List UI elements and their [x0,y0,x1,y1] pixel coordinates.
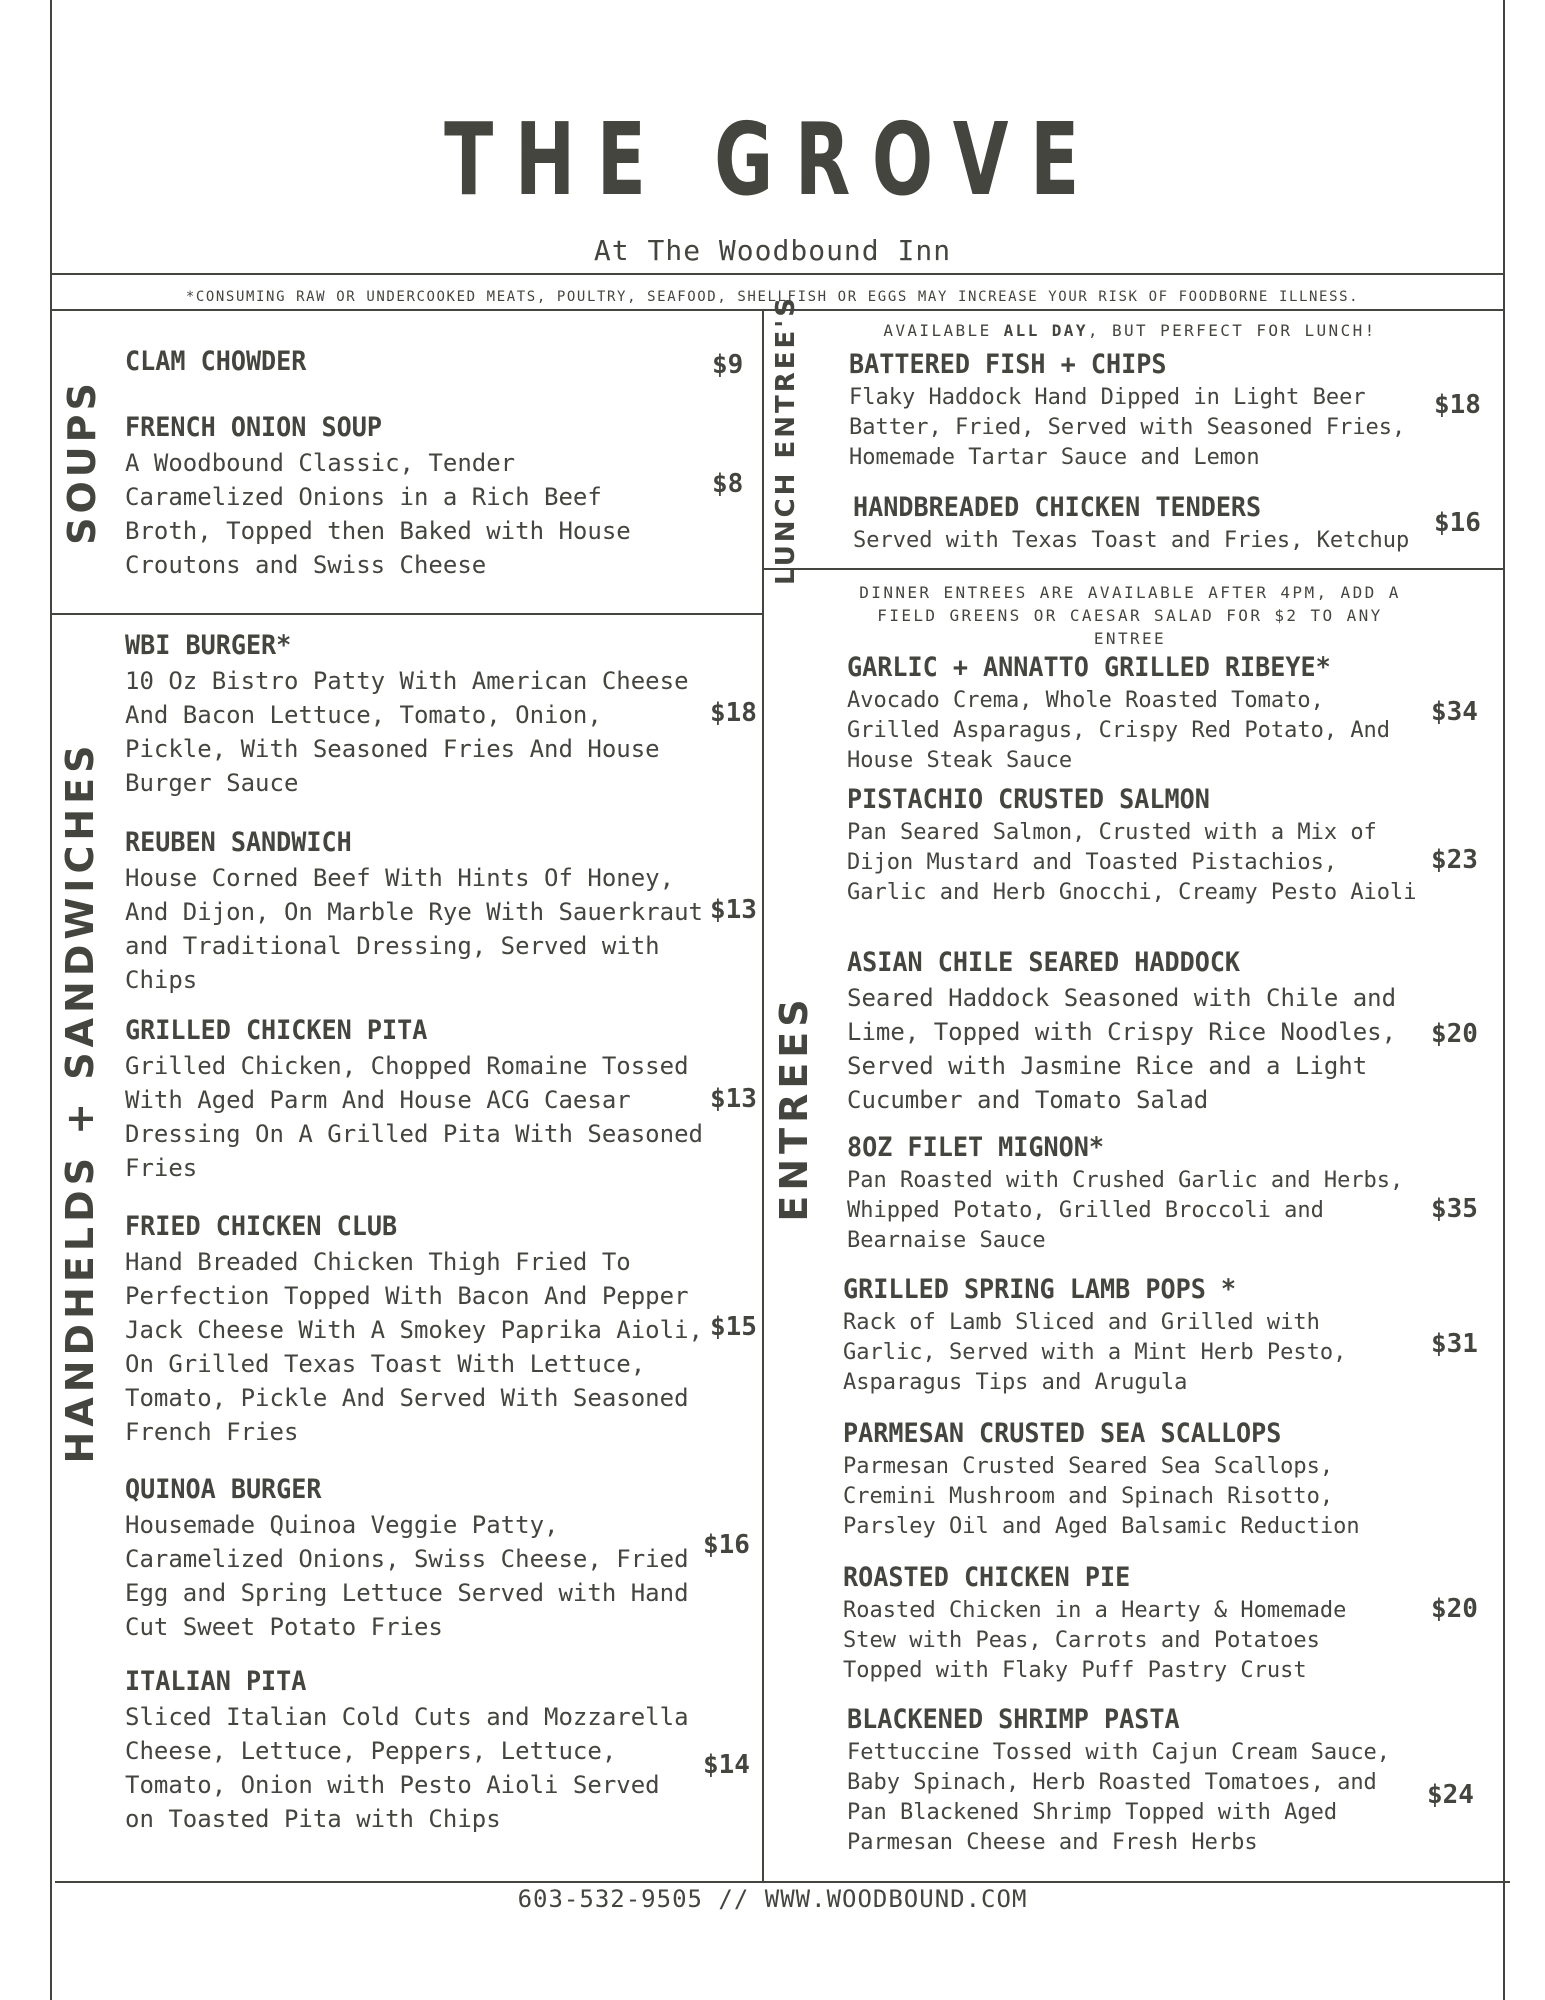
item-description: Hand Breaded Chicken Thigh Fried To Perfection Topped With Bacon And Pepper Jack Cheese With A Smokey Paprika Aioli, On Grilled Texas Toast With Lettuce, Tomato, Pickle And Served With Seasoned French Fries [125,1248,703,1446]
section-label-entrees: ENTREES [772,994,816,1222]
item-name: GARLIC + ANNATTO GRILLED RIBEYE* [847,652,1331,683]
item-name: WBI BURGER* [125,630,292,661]
item-name: 8OZ FILET MIGNON* [847,1132,1104,1163]
item-name: BLACKENED SHRIMP PASTA [847,1704,1180,1735]
item-name: GRILLED SPRING LAMB POPS * [843,1274,1237,1305]
item-name: CLAM CHOWDER [125,346,307,377]
menu-item [125,825,715,997]
menu-item [843,1416,1423,1542]
item-name: FRENCH ONION SOUP [125,412,382,443]
menu-item [847,1702,1427,1858]
item-description: Parmesan Crusted Seared Sea Scallops, Cremini Mushroom and Spinach Risotto, Parsley Oil and Aged Balsamic Reduction [843,1454,1360,1539]
item-price: $20 [1431,1019,1478,1049]
item-description: Roasted Chicken in a Hearty & Homemade Stew with Peas, Carrots and Potatoes Topped with Flaky Puff Pastry Crust [843,1598,1347,1683]
menu-item [125,1664,695,1836]
item-price: $18 [1434,390,1481,420]
item-description: Pan Roasted with Crushed Garlic and Herbs, Whipped Potato, Grilled Broccoli and Bearnaise Sauce [847,1168,1404,1253]
menu-item [843,1272,1403,1398]
item-description: Sliced Italian Cold Cuts and Mozzarella Cheese, Lettuce, Peppers, Lettuce, Tomato, Onion with Pesto Aioli Served on Toasted Pita with Chips [125,1703,689,1833]
note-text: , BUT PERFECT FOR LUNCH! [1087,321,1377,340]
divider-column [762,309,764,1881]
dinner-availability-note [850,581,1410,650]
divider-soups [50,613,763,615]
item-description: Housemade Quinoa Veggie Patty, Caramelized Onions, Swiss Cheese, Fried Egg and Spring Lettuce Served with Hand Cut Sweet Potato Fries [125,1511,689,1641]
item-price: $23 [1431,845,1478,875]
menu-item [125,344,705,380]
item-name: FRIED CHICKEN CLUB [125,1211,398,1242]
item-price: $16 [1434,508,1481,538]
item-name: HANDBREADED CHICKEN TENDERS [853,492,1262,523]
item-name: REUBEN SANDWICH [125,827,352,858]
item-name: QUINOA BURGER [125,1474,322,1505]
item-description: Flaky Haddock Hand Dipped in Light Beer Batter, Fried, Served with Seasoned Fries, Homemade Tartar Sauce and Lemon [849,385,1406,470]
item-name: ASIAN CHILE SEARED HADDOCK [847,947,1241,978]
menu-item [125,1209,715,1449]
note-emphasis: ALL DAY [1003,321,1088,340]
menu-item [125,1013,715,1185]
item-description: Seared Haddock Seasoned with Chile and Lime, Topped with Crispy Rice Noodles, Served with Jasmine Rice and a Light Cucumber and Tomato Salad [847,984,1397,1114]
page-title: THE GROVE [444,101,1101,218]
food-safety-warning: *CONSUMING RAW OR UNDERCOOKED MEATS, POULTRY, SEAFOOD, SHELLFISH OR EGGS MAY INCREASE YOUR RISK OF FOODBORNE ILLNESS. [185,289,1360,305]
item-price: $18 [710,698,757,728]
menu-item [125,410,645,582]
page-subtitle: At The Woodbound Inn [593,234,952,267]
section-label-handhelds: HANDHELDS + SANDWICHES [58,740,102,1464]
item-price: $13 [710,895,757,925]
item-description: Fettuccine Tossed with Cajun Cream Sauce, Baby Spinach, Herb Roasted Tomatoes, and Pan Blackened Shrimp Topped with Aged Parmesan Cheese and Fresh Herbs [847,1740,1391,1855]
item-description: 10 Oz Bistro Patty With American Cheese And Bacon Lettuce, Tomato, Onion, Pickle, With Seasoned Fries And House Burger Sauce [125,667,689,797]
item-price: $24 [1427,1780,1474,1810]
menu-item [847,650,1427,776]
menu-item [843,1560,1403,1686]
menu-item [853,490,1433,556]
item-price: $31 [1431,1329,1478,1359]
item-description: Pan Seared Salmon, Crusted with a Mix of Dijon Mustard and Toasted Pistachios, Garlic and Herb Gnocchi, Creamy Pesto Aioli [847,820,1417,905]
divider-footer [55,1881,1510,1883]
section-label-lunch: LUNCH ENTREE'S [771,295,801,585]
item-price: $13 [710,1084,757,1114]
item-price: $15 [710,1312,757,1342]
item-description: Rack of Lamb Sliced and Grilled with Garlic, Served with a Mint Herb Pesto, Asparagus Tips and Arugula [843,1310,1347,1395]
item-name: ROASTED CHICKEN PIE [843,1562,1131,1593]
item-name: GRILLED CHICKEN PITA [125,1015,428,1046]
footer-contact: 603-532-9505 // WWW.WOODBOUND.COM [517,1885,1028,1913]
item-price: $20 [1431,1594,1478,1624]
item-description: House Corned Beef With Hints Of Honey, And Dijon, On Marble Rye With Sauerkraut and Traditional Dressing, Served with Chips [125,864,703,994]
item-price: $8 [712,469,744,499]
menu-item [847,945,1427,1117]
item-description: A Woodbound Classic, Tender Caramelized Onions in a Rich Beef Broth, Topped then Baked with House Croutons and Swiss Cheese [125,449,631,579]
item-price: $9 [712,350,744,380]
item-name: PARMESAN CRUSTED SEA SCALLOPS [843,1418,1282,1449]
item-price: $14 [703,1750,750,1780]
item-name: ITALIAN PITA [125,1666,307,1697]
lunch-availability-note [820,319,1440,342]
item-description: Avocado Crema, Whole Roasted Tomato, Grilled Asparagus, Crispy Red Potato, And House Steak Sauce [847,688,1391,773]
note-text: AVAILABLE [883,321,1004,340]
item-name: PISTACHIO CRUSTED SALMON [847,784,1210,815]
menu-item [125,1472,705,1644]
page-border-right [1503,0,1505,2000]
item-description: Grilled Chicken, Chopped Romaine Tossed With Aged Parm And House ACG Caesar Dressing On A Grilled Pita With Seasoned Fries [125,1052,703,1182]
item-name: BATTERED FISH + CHIPS [849,349,1167,380]
item-description: Served with Texas Toast and Fries, Ketchup [853,528,1410,553]
menu-item [849,347,1409,473]
menu-item [847,1130,1407,1256]
divider-header [50,273,1505,275]
item-price: $35 [1431,1194,1478,1224]
section-label-soups: SOUPS [60,379,104,545]
divider-lunch [762,568,1505,570]
item-price: $16 [703,1530,750,1560]
item-price: $34 [1431,697,1478,727]
menu-item [847,782,1417,908]
menu-item [125,628,705,800]
note-text: DINNER ENTREES ARE AVAILABLE AFTER 4PM, ADD A FIELD GREENS OR CAESAR SALAD FOR $2 TO ANY ENTREE [859,583,1401,648]
